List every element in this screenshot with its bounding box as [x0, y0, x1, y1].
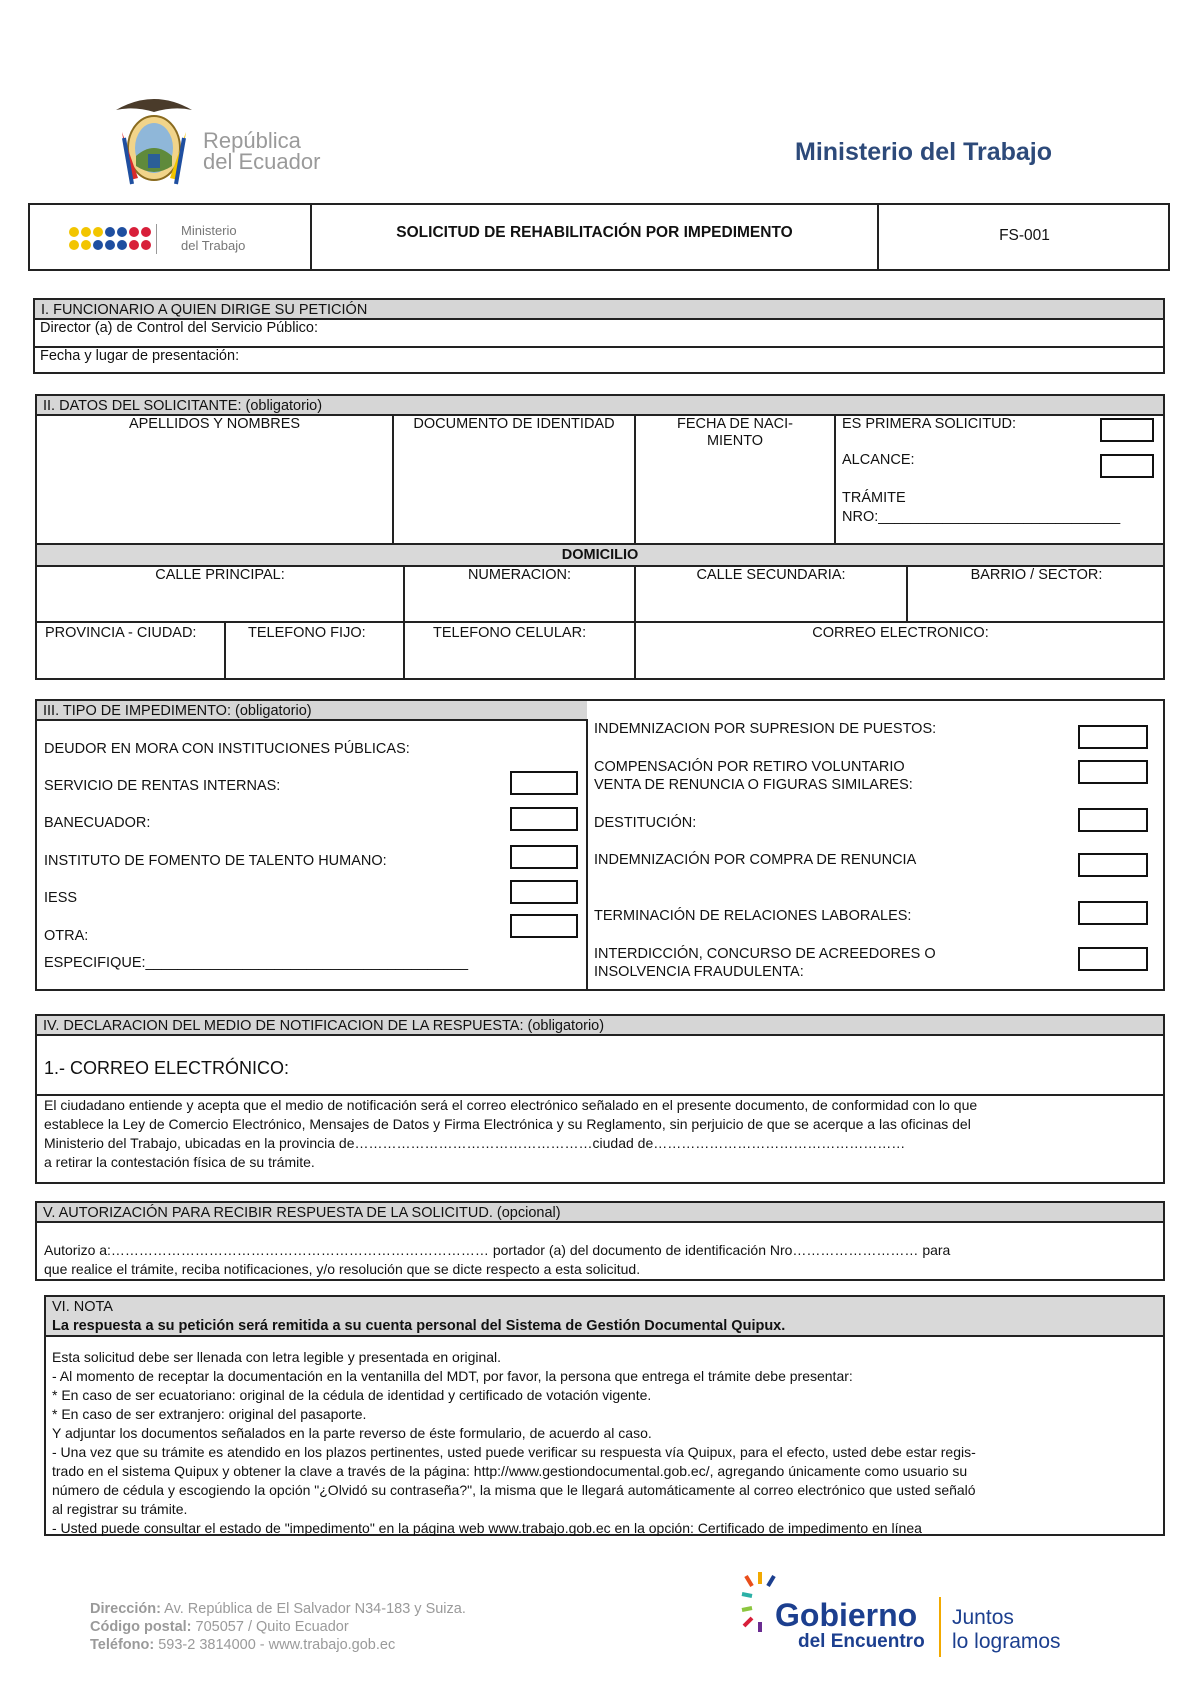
secondary-street-label: CALLE SECUNDARIA: — [696, 567, 846, 583]
compensation-checkbox[interactable] — [1078, 760, 1148, 784]
note-line: Y adjuntar los documentos señalados en la parte reverso de éste formulario, de acuerdo al caso. — [52, 1425, 652, 1441]
instituto-checkbox[interactable] — [510, 845, 578, 869]
note-line: * En caso de ser ecuatoriano: original de la cédula de identidad y certificado de votación vigente. — [52, 1387, 652, 1403]
number-label: NUMERACION: — [467, 567, 572, 583]
sri-label: SERVICIO DE RENTAS INTERNAS: — [44, 778, 281, 794]
note-line: - Una vez que su trámite es atendido en los plazos pertinentes, usted puede verificar su respuesta vía Quipux, para el efecto, usted debe estar regis- — [52, 1444, 976, 1460]
footer-postal-value: 705057 / Quito Ecuador — [195, 1619, 349, 1635]
section1-date-place[interactable]: Fecha y lugar de presentación: — [40, 348, 240, 364]
landline-label: TELEFONO FIJO: — [248, 625, 366, 641]
section3-title: III. TIPO DE IMPEDIMENTO: (obligatorio) — [35, 699, 587, 721]
termination-label: TERMINACIÓN DE RELACIONES LABORALES: — [594, 908, 912, 924]
iess-label: IESS — [44, 890, 78, 906]
slogan-line1: Juntos — [952, 1606, 1014, 1629]
main-street-label: CALLE PRINCIPAL: — [155, 567, 285, 583]
dismissal-checkbox[interactable] — [1078, 808, 1148, 832]
termination-checkbox[interactable] — [1078, 901, 1148, 925]
first-request-label: ES PRIMERA SOLICITUD: — [842, 416, 1017, 432]
instituto-label: INSTITUTO DE FOMENTO DE TALENTO HUMANO: — [44, 853, 387, 869]
note-line: al registrar su trámite. — [52, 1501, 188, 1517]
procedure-label-1: TRÁMITE — [842, 490, 906, 506]
footer-postal-label: Código postal: — [90, 1619, 192, 1635]
footer-address-label: Dirección: — [90, 1601, 161, 1617]
iess-checkbox[interactable] — [510, 880, 578, 904]
specify-field[interactable]: ESPECIFIQUE:________________________________________ — [44, 955, 469, 971]
section4-text-1: El ciudadano entiende y acepta que el medio de notificación será el correo electrónico señalado en el presente documento, de conformidad con lo que — [44, 1097, 978, 1113]
section4-title: IV. DECLARACION DEL MEDIO DE NOTIFICACION DE LA RESPUESTA: (obligatorio) — [35, 1014, 1165, 1036]
footer-address — [90, 1601, 466, 1618]
interdiction-label-2: INSOLVENCIA FRAUDULENTA: — [594, 964, 804, 980]
note-line: - Usted puede consultar el estado de "impedimento" en la página web www.trabajo.gob.ec en la opción: Certificado de impedimento en línea — [52, 1520, 922, 1536]
col-names: APELLIDOS Y NOMBRES — [128, 416, 301, 432]
other-label: OTRA: — [44, 928, 89, 944]
section5-text-1[interactable]: Autorizo a:……………………………………………………………………… portador (a) del documento de identificación Nro……………………… para — [44, 1242, 951, 1258]
small-logo-line2: del Trabajo — [181, 238, 246, 253]
section4-text-2: establece la Ley de Comercio Electrónico, Mensajes de Datos y Firma Electrónica y su Reglamento, sin perjuicio de que se acerque a las oficinas del — [44, 1116, 971, 1132]
note-line: número de cédula y escogiendo la opción "¿Olvidó su contraseña?", la misma que le llegará automáticamente al correo electrónico que usted señaló — [52, 1482, 976, 1498]
purchase-checkbox[interactable] — [1078, 853, 1148, 877]
section1-director[interactable]: Director (a) de Control del Servicio Público: — [40, 320, 319, 336]
scope-label: ALCANCE: — [842, 452, 915, 468]
section2-title: II. DATOS DEL SOLICITANTE: (obligatorio) — [35, 394, 1165, 416]
col-birth-2: MIENTO — [706, 433, 764, 449]
ministry-title: Ministerio del Trabajo — [795, 138, 1052, 166]
other-checkbox[interactable] — [510, 914, 578, 938]
purchase-label: INDEMNIZACIÓN POR COMPRA DE RENUNCIA — [594, 852, 917, 868]
email-label: CORREO ELECTRONICO: — [812, 625, 989, 641]
small-ministry-logo — [68, 224, 178, 254]
footer-phone-label: Teléfono: — [90, 1637, 155, 1653]
email-notification-label[interactable]: 1.- CORREO ELECTRÓNICO: — [44, 1058, 290, 1078]
compensation-label-2: VENTA DE RENUNCIA O FIGURAS SIMILARES: — [594, 777, 913, 793]
small-logo-line1: Ministerio — [181, 223, 237, 238]
note-line: Esta solicitud debe ser llenada con letra legible y presentada en original. — [52, 1349, 502, 1365]
suppression-label: INDEMNIZACION POR SUPRESION DE PUESTOS: — [594, 721, 937, 737]
col-birth-1: FECHA DE NACI- — [676, 416, 793, 432]
footer-divider — [939, 1597, 941, 1657]
section1-title: I. FUNCIONARIO A QUIEN DIRIGE SU PETICIÓN — [33, 298, 1165, 320]
form-code: FS-001 — [999, 227, 1050, 244]
note-line: trado en el sistema Quipux y obtener la clave a través de la página: http://www.gestiondocumental.gob.ec/, agregando únicamente como usuario su — [52, 1463, 968, 1479]
section5-title: V. AUTORIZACIÓN PARA RECIBIR RESPUESTA DE LA SOLICITUD. (opcional) — [35, 1201, 1165, 1223]
debtor-label: DEUDOR EN MORA CON INSTITUCIONES PÚBLICAS: — [44, 741, 410, 757]
procedure-label-2[interactable]: NRO:______________________________ — [842, 509, 1121, 525]
gov-line2: del Encuentro — [798, 1631, 925, 1652]
scope-checkbox[interactable] — [1100, 454, 1154, 478]
footer-postal — [90, 1619, 349, 1636]
section5-text-2: que realice el trámite, reciba notificaciones, y/o resolución que se dicte respecto a esta solicitud. — [44, 1261, 641, 1277]
interdiction-label-1: INTERDICCIÓN, CONCURSO DE ACREEDORES O — [594, 946, 936, 962]
banecuador-checkbox[interactable] — [510, 807, 578, 831]
dismissal-label: DESTITUCIÓN: — [594, 815, 697, 831]
republic-line1: República — [203, 128, 301, 153]
section4-text-3[interactable]: Ministerio del Trabajo, ubicadas en la provincia de……………………………………………ciudad de……………………………………………… — [44, 1135, 906, 1151]
note-line: * En caso de ser extranjero: original del pasaporte. — [52, 1406, 367, 1422]
first-request-checkbox[interactable] — [1100, 418, 1154, 442]
footer-phone-value: 593-2 3814000 - www.trabajo.gob.ec — [158, 1637, 396, 1653]
footer-address-value: Av. República de El Salvador N34-183 y Suiza. — [164, 1601, 466, 1617]
suppression-checkbox[interactable] — [1078, 725, 1148, 749]
note-line: - Al momento de receptar la documentación en la ventanilla del MDT, por favor, la persona que entrega el trámite debe presentar: — [52, 1368, 853, 1384]
sri-checkbox[interactable] — [510, 771, 578, 795]
section6-subtitle: La respuesta a su petición será remitida a su cuenta personal del Sistema de Gestión Documental Quipux. — [52, 1318, 786, 1334]
banecuador-label: BANECUADOR: — [44, 815, 151, 831]
province-city-label: PROVINCIA - CIUDAD: — [45, 625, 197, 641]
slogan-line2: lo logramos — [952, 1630, 1061, 1653]
footer-phone — [90, 1637, 395, 1654]
gov-line1: Gobierno — [775, 1597, 918, 1633]
neighborhood-label: BARRIO / SECTOR: — [970, 567, 1103, 583]
mobile-label: TELEFONO CELULAR: — [433, 625, 587, 641]
section4-text-4: a retirar la contestación física de su trámite. — [44, 1154, 315, 1170]
interdiction-checkbox[interactable] — [1078, 947, 1148, 971]
republic-line2: del Ecuador — [203, 149, 321, 174]
form-title: SOLICITUD DE REHABILITACIÓN POR IMPEDIMENTO — [396, 224, 793, 241]
domicile-label: DOMICILIO — [561, 547, 639, 563]
compensation-label-1: COMPENSACIÓN POR RETIRO VOLUNTARIO — [594, 759, 905, 775]
ecuador-coat-of-arms — [108, 92, 200, 192]
section6-title: VI. NOTA — [52, 1299, 113, 1315]
col-id: DOCUMENTO DE IDENTIDAD — [413, 416, 615, 432]
gobierno-logo-icon — [740, 1572, 780, 1640]
